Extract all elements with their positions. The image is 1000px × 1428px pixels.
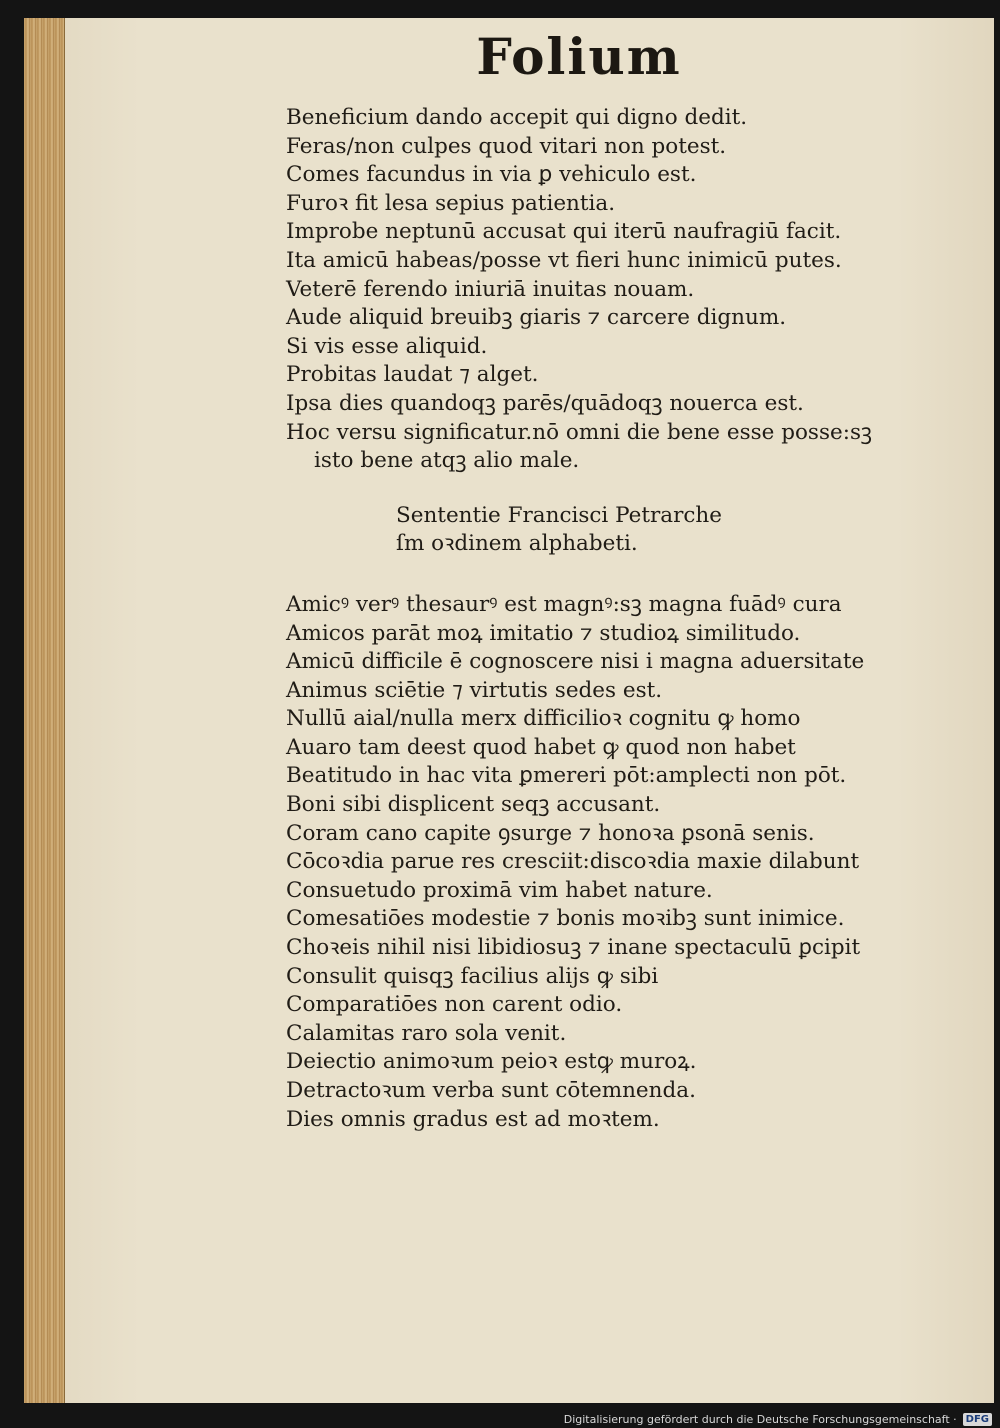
sententia-line: Beatitudo in hac vita ꝑmereri pōt:amplecti non pōt. <box>286 763 847 789</box>
sententia-line: Boni sibi displicent seqꝫ accusant. <box>286 792 661 818</box>
sententia-line: Amicꝰ verꝰ thesaurꝰ est magnꝰ:sꝫ magna fuādꝰ cura <box>286 591 842 617</box>
sententia-line: Dies omnis gradus est ad moꝛtem. <box>286 1106 660 1132</box>
spacer <box>286 559 986 591</box>
sententia-line: Auaro tam deest quod habet ꝙ quod non habet <box>286 734 796 760</box>
sententia-line: Coram cano capite ꝯsurge ⁊ honoꝛa ꝑsonā senis. <box>286 820 815 846</box>
text-block <box>286 104 986 1134</box>
dfg-logo-icon: DFG <box>963 1413 992 1426</box>
sententia-line: Amicos parāt moꝝ imitatio ⁊ studioꝝ similitudo. <box>286 620 801 646</box>
sententia-line: Consulit quisqꝫ facilius alijs ꝙ sibi <box>286 963 659 989</box>
credit-text: Digitalisierung gefördert durch die Deutsche Forschungsgemeinschaft · <box>563 1413 957 1426</box>
page-edge <box>24 18 65 1403</box>
proverb-line: Feras/non culpes quod vitari non potest. <box>286 133 727 159</box>
proverb-line: Furoꝛ fit lesa sepius patientia. <box>286 190 616 216</box>
sententia-line: Cōcoꝛdia parue res cresciit:discoꝛdia maxie dilabunt <box>286 849 860 875</box>
sententia-line: Nullū aial/nulla merx difficilioꝛ cognitu ꝙ homo <box>286 706 801 732</box>
digitization-credit <box>564 1413 992 1426</box>
section-heading-line: ſm oꝛdinem alphabeti. <box>396 531 638 557</box>
page-header: Folium <box>476 27 682 86</box>
proverb-line: Si vis esse aliquid. <box>286 333 488 359</box>
sententia-line: Comparatiōes non carent odio. <box>286 992 623 1018</box>
book-page <box>24 18 994 1403</box>
section-heading-line: Sententie Francisci Petrarche <box>396 502 722 528</box>
sententia-line: Animus sciētie ⁊ virtutis sedes est. <box>286 677 663 703</box>
sententia-line: Detractoꝛum verba sunt cōtemnenda. <box>286 1078 696 1103</box>
sententia-line: Comesatiōes modestie ⁊ bonis moꝛibꝫ sunt inimice. <box>286 906 845 932</box>
sententia-line: Deiectio animoꝛum peioꝛ estꝙ muroꝝ. <box>286 1049 697 1075</box>
proverb-line: Improbe neptunū accusat qui iterū naufragiū facit. <box>286 219 842 245</box>
sententia-line: Calamitas raro sola venit. <box>286 1020 567 1046</box>
proverb-line: Beneficium dando accepit qui digno dedit. <box>286 105 748 130</box>
sententia-line: Amicū difficile ē cognoscere nisi i magna aduersitate <box>286 649 865 675</box>
proverb-line: Probitas laudat ⁊ alget. <box>286 362 539 388</box>
proverb-line-continuation: isto bene atqꝫ alio male. <box>314 448 580 474</box>
proverb-line: Aude aliquid breuibꝫ giaris ⁊ carcere dignum. <box>286 305 787 331</box>
proverb-line: Comes facundus in via ꝑ vehiculo est. <box>286 162 697 188</box>
sententia-line: Consuetudo proximā vim habet nature. <box>286 877 713 903</box>
proverb-line: Ipsa dies quandoqꝫ parēs/quādoqꝫ nouerca est. <box>286 390 804 416</box>
proverb-line: Veterē ferendo iniuriā inuitas nouam. <box>286 276 695 302</box>
proverb-line: Ita amicū habeas/posse vt fieri hunc inimicū putes. <box>286 247 842 273</box>
spacer <box>286 476 986 502</box>
sententia-line: Choꝛeis nihil nisi libidiosuꝫ ⁊ inane spectaculū ꝑcipit <box>286 935 861 961</box>
proverb-line: Hoc versu significatur.nō omni die bene esse posse:sꝫ <box>286 419 872 445</box>
